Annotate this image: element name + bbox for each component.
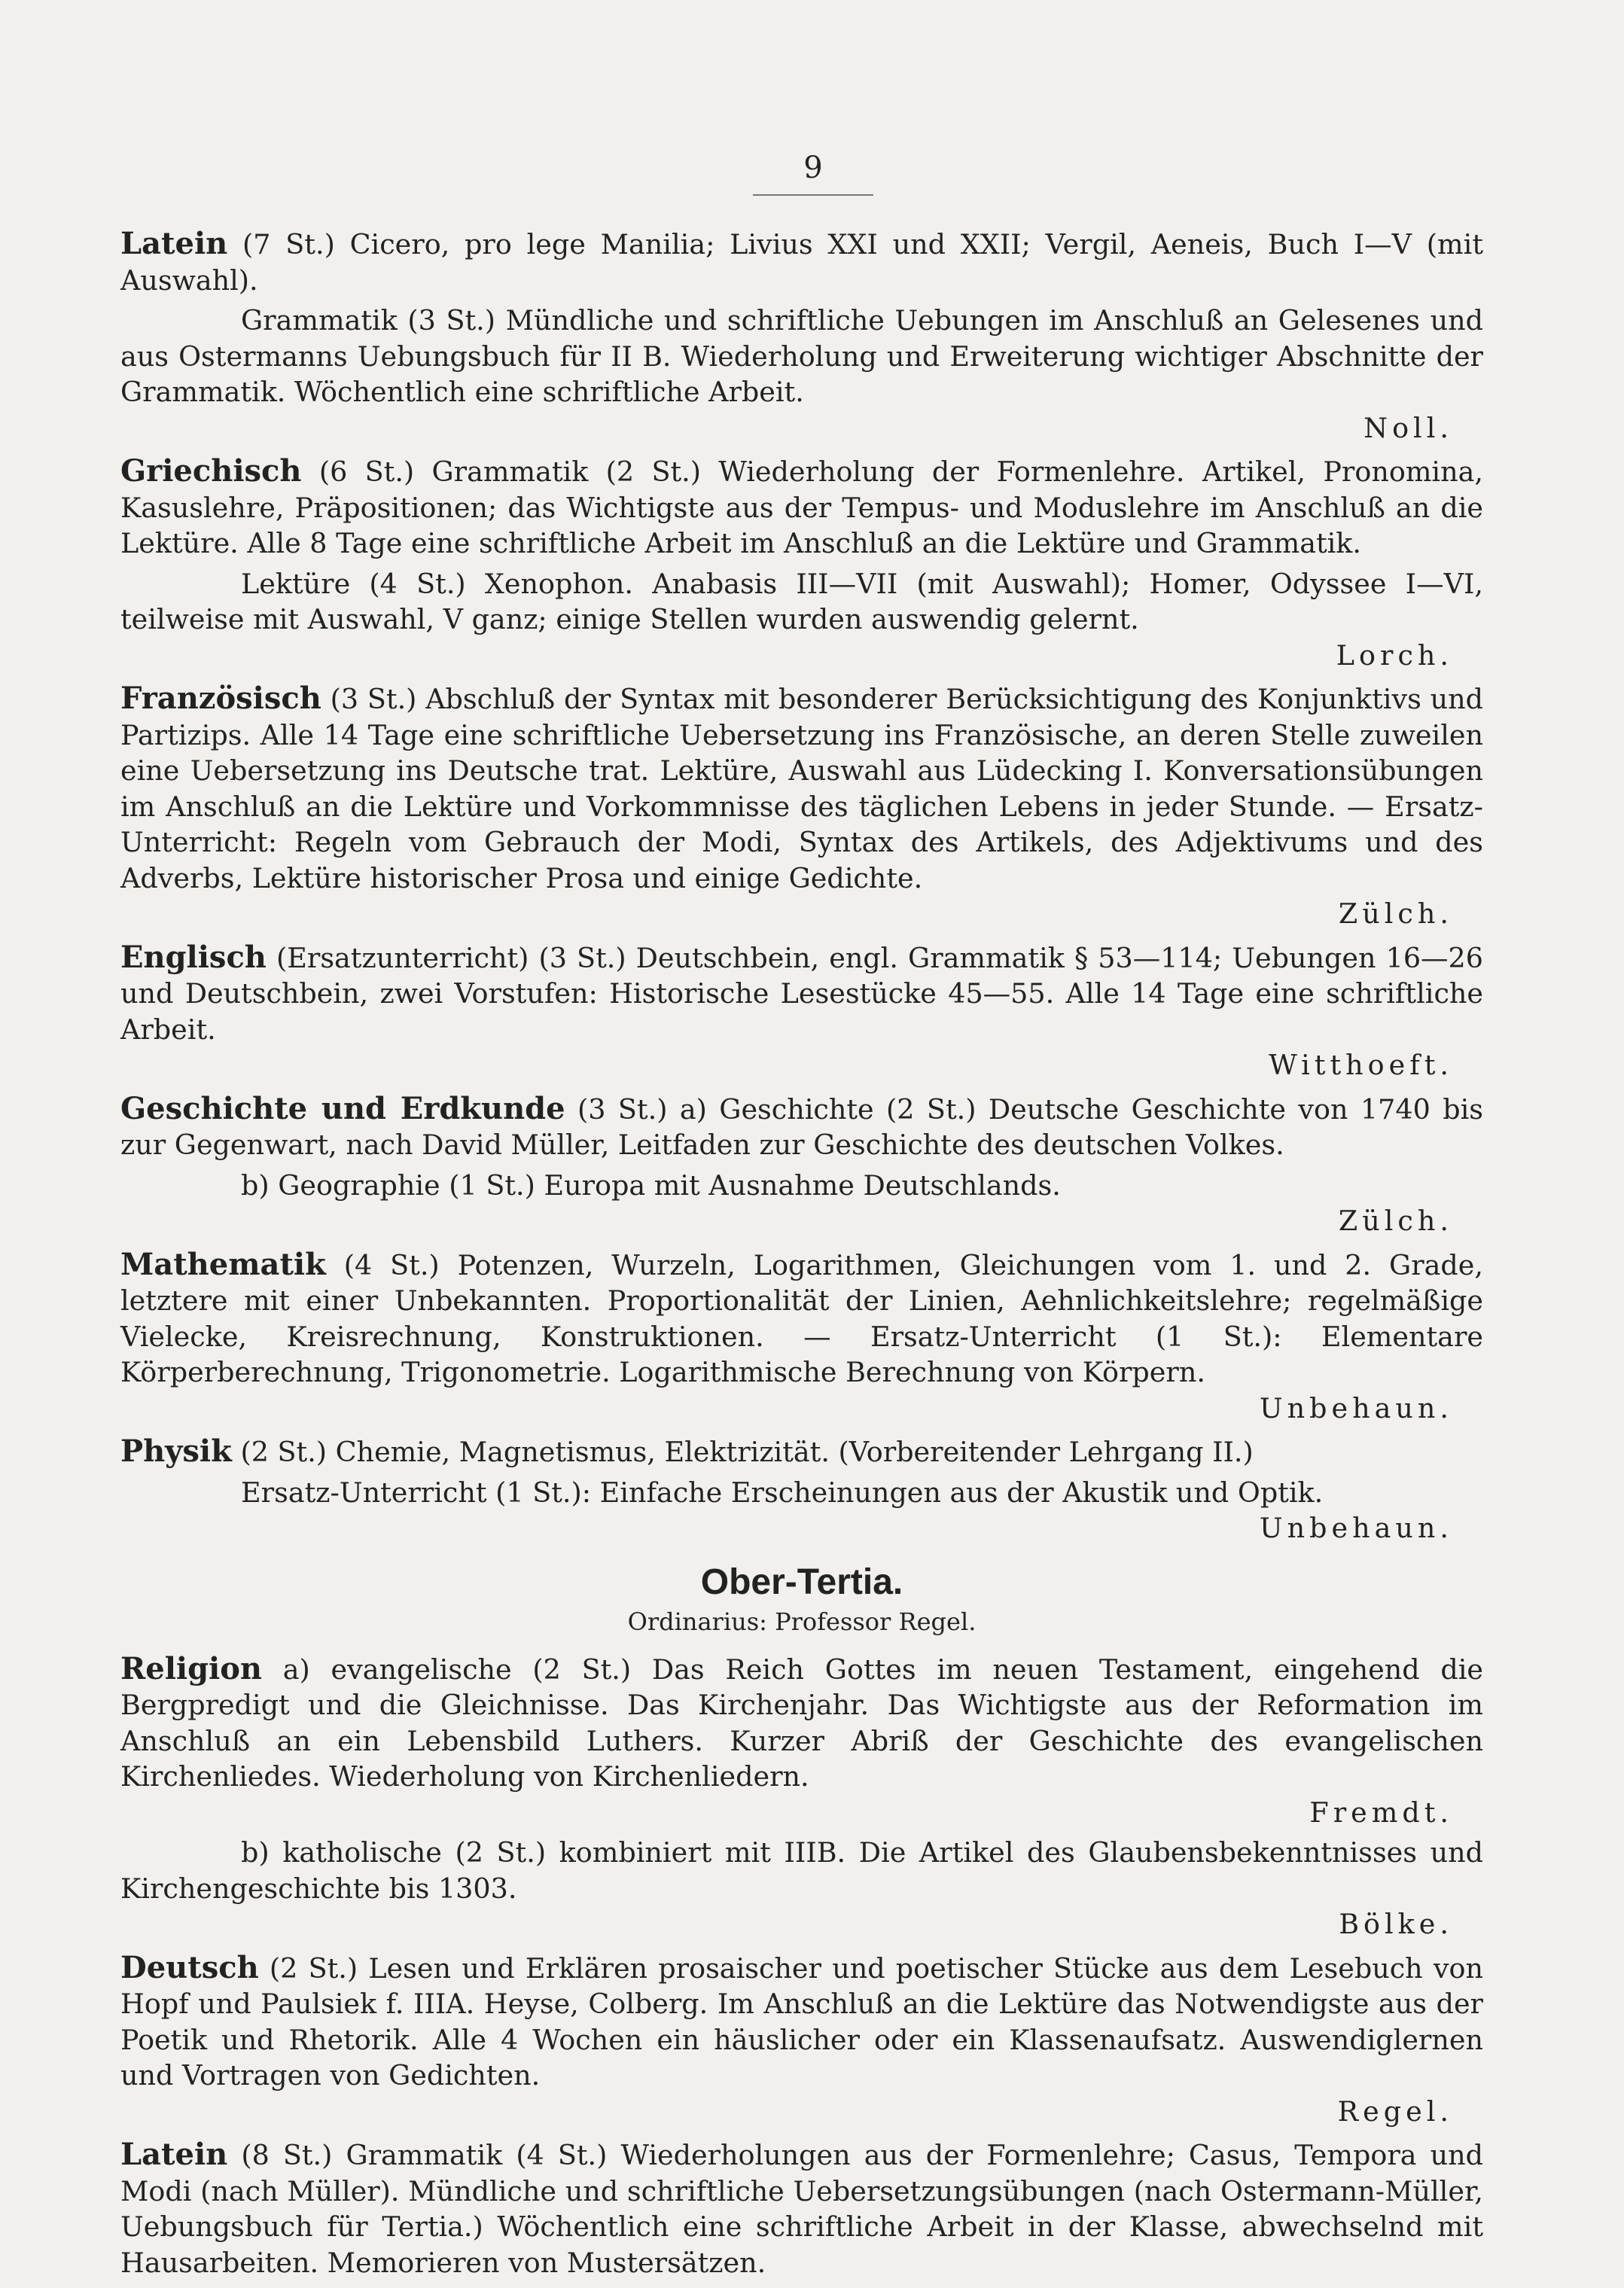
paragraph: Lektüre (4 St.) Xenophon. Anabasis III—VII (mit Auswahl); Homer, Odyssee I—VI, teilweise mit Auswahl, V ganz; einige Stellen wurden auswendig gelernt. (120, 567, 1483, 635)
teacher-name: Fremdt. (1309, 1796, 1453, 1829)
teacher-name: Witthoeft. (1269, 1049, 1453, 1081)
paragraph: Physik (2 St.) Chemie, Magnetismus, Elektrizität. (Vorbereitender Lehrgang II.) (120, 1433, 1254, 1469)
subject-title: Latein (120, 2137, 228, 2172)
paragraph: Deutsch (2 St.) Lesen und Erklären prosaischer und poetischer Stücke aus dem Lesebuch von Hopf und Paulsiek f. IIIA. Heyse, Colberg. Im Anschluß an die Lektüre das Notwendigste aus der Poetik und Rhetorik. Alle 4 Wochen ein häuslicher oder ein Klassenaufsatz. Auswendiglernen und Vortragen von Gedichten. (120, 1949, 1483, 2091)
teacher-name: Noll. (1363, 411, 1453, 444)
section-mathematik (120, 1247, 1483, 1427)
paragraph: Latein (7 St.) Cicero, pro lege Manilia; Livius XXI und XXII; Vergil, Aeneis, Buch I—V (mit Auswahl). (120, 226, 1483, 297)
section-religion (120, 1651, 1483, 1942)
subject-title: Religion (120, 1650, 263, 1686)
subject-title: Französisch (120, 681, 321, 716)
section-deutsch (120, 1950, 1483, 2130)
paragraph: Ersatz-Unterricht (1 St.): Einfache Erscheinungen aus der Akustik und Optik. (241, 1476, 1324, 1509)
section-englisch (120, 940, 1483, 1083)
teacher-name: Lorch. (1336, 638, 1453, 672)
page-content (120, 226, 1483, 2288)
subject-title: Geschichte und Erdkunde (120, 1090, 565, 1126)
subject-title: Latein (120, 226, 228, 261)
paragraph: Mathematik (4 St.) Potenzen, Wurzeln, Logarithmen, Gleichungen vom 1. und 2. Grade, letztere mit einer Unbekannten. Proportionalität der Linien, Aehnlichkeitslehre; regelmäßige Vielecke, Kreisrechnung, Konstruktionen. — Ersatz-Unterricht (1 St.): Elementare Körperberechnung, Trigonometrie. Logarithmische Berechnung von Körpern. (120, 1246, 1483, 1388)
section-franzoesisch (120, 681, 1483, 932)
section-geschichte-erdkunde (120, 1091, 1483, 1239)
paragraph: Englisch (Ersatzunterricht) (3 St.) Deutschbein, engl. Grammatik § 53—114; Uebungen 16—26 und Deutschbein, zwei Vorstufen: Historische Lesestücke 45—55. Alle 14 Tage eine schriftliche Arbeit. (120, 939, 1483, 1046)
class-heading: Ober-Tertia. (700, 1561, 903, 1602)
paragraph: Griechisch (6 St.) Grammatik (2 St.) Wiederholung der Formenlehre. Artikel, Pronomina, Kasuslehre, Präpositionen; das Wichtigste aus der Tempus- und Moduslehre im Anschluß an die Lektüre. Alle 8 Tage eine schriftliche Arbeit im Anschluß an die Lektüre und Grammatik. (120, 453, 1483, 559)
paragraph: Geschichte und Erdkunde (3 St.) a) Geschichte (2 St.) Deutsche Geschichte von 1740 bis zur Gegenwart, nach David Müller, Leitfaden zur Geschichte des deutschen Volkes. (120, 1090, 1483, 1161)
paragraph: Grammatik (3 St.) Mündliche und schriftliche Uebungen im Anschluß an Gelesenes und aus Ostermanns Uebungsbuch für II B. Wiederholung und Erweiterung wichtiger Abschnitte der Grammatik. Wöchentlich eine schriftliche Arbeit. (120, 304, 1483, 408)
subject-title: Mathematik (120, 1246, 326, 1282)
paragraph: Religion a) evangelische (2 St.) Das Reich Gottes im neuen Testament, eingehend die Bergpredigt und die Gleichnisse. Das Kirchenjahr. Das Wichtigste aus der Reformation im Anschluß an ein Lebensbild Luthers. Kurzer Abriß der Geschichte des evangelischen Kirchenliedes. Wiederholung von Kirchenliedern. (120, 1650, 1483, 1793)
page-number: 9 (803, 151, 823, 185)
subject-title: Deutsch (120, 1949, 259, 1985)
teacher-name: Bölke. (1339, 1908, 1453, 1940)
subject-title: Physik (120, 1433, 232, 1469)
teacher-name: Zülch. (1338, 897, 1453, 930)
subject-title: Griechisch (120, 453, 302, 489)
section-latein-upper (120, 226, 1483, 446)
paragraph: b) katholische (2 St.) kombiniert mit IIIB. Die Artikel des Glaubensbekenntnisses und Kirchengeschichte bis 1303. (120, 1836, 1483, 1905)
paragraph: Französisch (3 St.) Abschluß der Syntax mit besonderer Berücksichtigung des Konjunktivs und Partizips. Alle 14 Tage eine schriftliche Uebersetzung ins Französische, an deren Stelle zuweilen eine Uebersetzung ins Deutsche trat. Lektüre, Auswahl aus Lüdecking I. Konversationsübungen im Anschluß an die Lektüre und Vorkommnisse des täglichen Lebens in jeder Stunde. — Ersatz-Unterricht: Regeln vom Gebrauch der Modi, Syntax des Artikels, des Adjektivums und des Adverbs, Lektüre historischer Prosa und einige Gedichte. (120, 681, 1483, 894)
paragraph: b) Geographie (1 St.) Europa mit Ausnahme Deutschlands. (241, 1168, 1061, 1202)
teacher-name: Regel. (1337, 2095, 1453, 2128)
subject-title: Englisch (120, 939, 267, 975)
paragraph: Latein (8 St.) Grammatik (4 St.) Wiederholungen aus der Formenlehre; Casus, Tempora und Modi (nach Müller). Mündliche und schriftliche Uebersetzungsübungen (nach Ostermann-Müller, Uebungsbuch für Tertia.) Wöchentlich eine schriftliche Arbeit in der Klasse, abwechselnd mit Hausarbeiten. Memorieren von Mustersätzen. (120, 2137, 1483, 2279)
section-griechisch (120, 453, 1483, 673)
section-latein-lower (120, 2137, 1483, 2280)
class-subheading: Ordinarius: Professor Regel. (627, 1607, 977, 1636)
page-number-rule (753, 194, 873, 196)
teacher-name: Unbehaun. (1259, 1391, 1453, 1424)
section-physik (120, 1433, 1483, 1546)
teacher-name: Zülch. (1338, 1205, 1453, 1237)
teacher-name: Unbehaun. (1259, 1512, 1453, 1544)
